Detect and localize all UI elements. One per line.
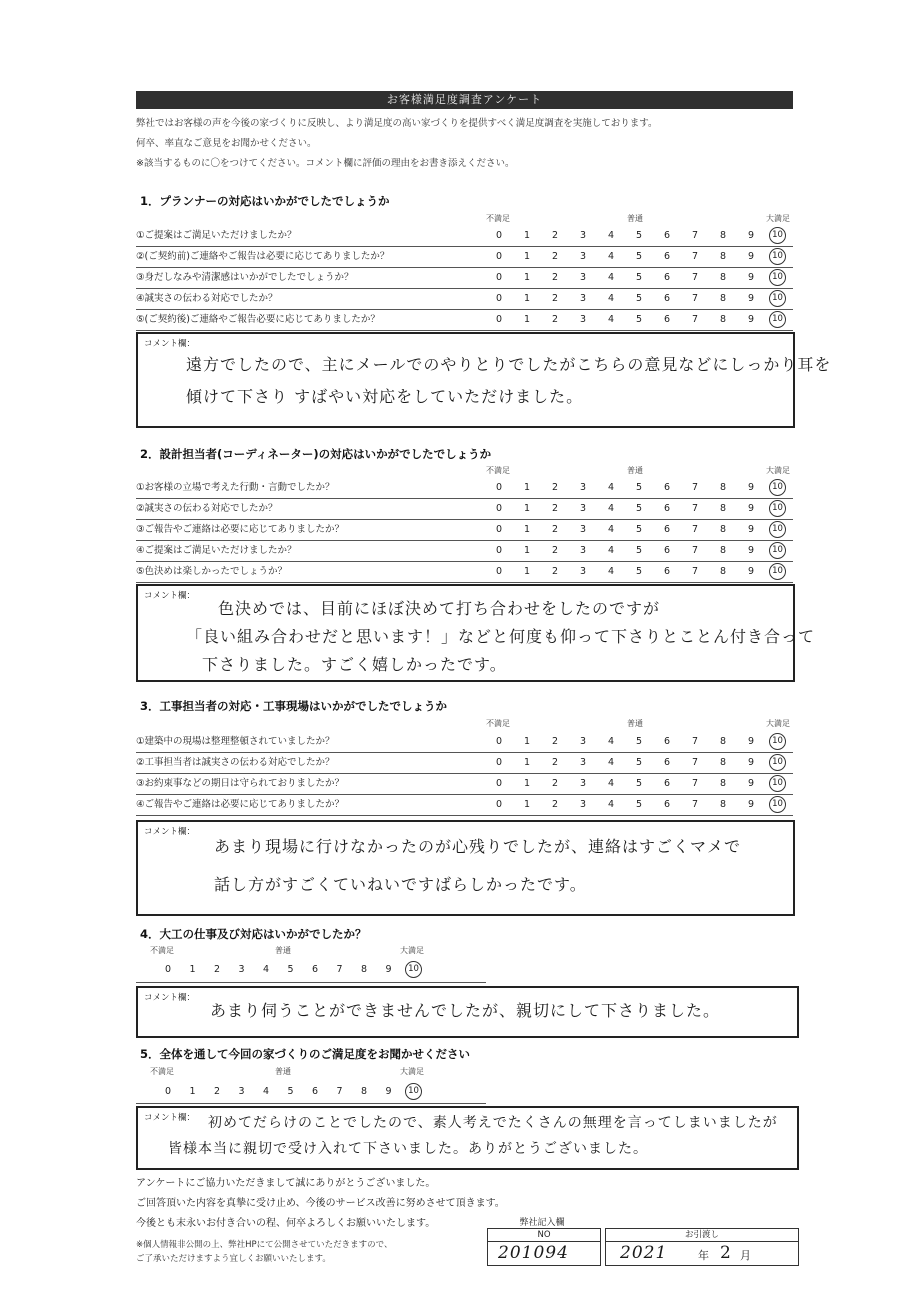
rating-option[interactable]: 2 [551, 503, 559, 514]
scale-mid-label: 普通 [627, 466, 643, 475]
rating-option[interactable]: 5 [635, 545, 643, 556]
rating-option[interactable]: 8 [719, 778, 727, 789]
scale-mid-label: 普通 [275, 946, 291, 955]
intro-line-1: 弊社ではお客様の声を今後の家づくりに反映し、より満足度の高い家づくりを提供すべく満足度調査を実施しております。 [136, 118, 658, 129]
rating-option[interactable]: 8 [719, 545, 727, 556]
rating-option[interactable]: 8 [719, 799, 727, 810]
comment-label: コメント欄： [144, 827, 196, 837]
question-text: ⑤色決めは楽しかったでしょうか？ [136, 566, 288, 577]
handover-month-value: 2 [720, 1243, 732, 1263]
question-row [136, 774, 793, 795]
rating-option[interactable]: 4 [607, 757, 615, 768]
rating-option-selected[interactable]: 10 [769, 775, 786, 792]
rating-option-selected[interactable]: 10 [769, 290, 786, 307]
office-no-cell [487, 1228, 601, 1266]
question-text: ③ご報告やご連絡は必要に応じてありましたか？ [136, 524, 345, 535]
rating-option[interactable]: 2 [551, 251, 559, 262]
scale-low-label: 不満足 [486, 719, 510, 728]
rating-option[interactable]: 1 [523, 545, 531, 556]
rating-option[interactable]: 6 [663, 757, 671, 768]
question-row [136, 562, 793, 583]
rating-option[interactable]: 5 [635, 757, 643, 768]
office-no-value: 201094 [498, 1243, 569, 1263]
rating-option[interactable]: 5 [635, 251, 643, 262]
rating-option[interactable]: 5 [287, 1086, 294, 1097]
rating-option[interactable]: 5 [635, 736, 643, 747]
rating-option[interactable]: 6 [663, 799, 671, 810]
rating-option[interactable]: 4 [607, 251, 615, 262]
rating-option[interactable]: 3 [579, 757, 587, 768]
rating-option[interactable]: 8 [719, 736, 727, 747]
section-4-rating-scale [160, 960, 440, 980]
rating-option-selected[interactable]: 10 [769, 733, 786, 750]
question-row [136, 520, 793, 541]
rating-option[interactable]: 9 [747, 524, 755, 535]
privacy-note-1: ※個人情報非公開の上、弊社HPにて公開させていただきますので、 [136, 1240, 393, 1250]
question-row [136, 226, 793, 247]
rating-option[interactable]: 8 [719, 566, 727, 577]
rating-option[interactable]: 0 [495, 482, 503, 493]
rating-option[interactable]: 2 [551, 482, 559, 493]
rating-option[interactable]: 8 [719, 293, 727, 304]
rating-option[interactable]: 7 [691, 272, 699, 283]
rating-option[interactable]: 3 [579, 272, 587, 283]
scale-low-label: 不満足 [486, 214, 510, 223]
rating-option[interactable]: 2 [551, 799, 559, 810]
office-no-label: NO [488, 1229, 600, 1242]
section-5-comment-line-1: 初めてだらけのことでしたので、素人考えでたくさんの無理を言ってしまいましたが [208, 1115, 778, 1131]
rating-option[interactable]: 9 [747, 799, 755, 810]
rating-option[interactable]: 6 [663, 503, 671, 514]
scale-mid-label: 普通 [627, 719, 643, 728]
divider [136, 982, 486, 983]
rating-option-selected[interactable]: 10 [769, 311, 786, 328]
year-unit: 年 [698, 1249, 709, 1262]
rating-option[interactable]: 0 [495, 503, 503, 514]
rating-option[interactable]: 2 [551, 778, 559, 789]
rating-option[interactable]: 7 [336, 964, 343, 975]
intro-line-2: 何卒、率直なご意見をお聞かせください。 [136, 138, 317, 149]
rating-option[interactable]: 3 [579, 778, 587, 789]
footer-closing: 今後とも末永いお付き合いの程、何卒よろしくお願いいたします。 [136, 1218, 436, 1229]
rating-option[interactable]: 1 [523, 272, 531, 283]
rating-option[interactable]: 6 [663, 566, 671, 577]
rating-option[interactable]: 3 [579, 524, 587, 535]
rating-option[interactable]: 7 [691, 757, 699, 768]
rating-option[interactable]: 1 [523, 293, 531, 304]
rating-option[interactable]: 1 [189, 1086, 196, 1097]
rating-option[interactable]: 0 [495, 251, 503, 262]
section-1-comment-box[interactable] [136, 332, 832, 428]
rating-option[interactable]: 7 [691, 293, 699, 304]
rating-option[interactable]: 6 [663, 314, 671, 325]
rating-option[interactable]: 6 [663, 293, 671, 304]
rating-option[interactable]: 0 [495, 566, 503, 577]
question-row [136, 289, 793, 310]
rating-option[interactable]: 3 [579, 799, 587, 810]
rating-option[interactable]: 6 [663, 524, 671, 535]
section-1-comment-line-2: 傾けて下さり すばやい対応をしていただけました。 [186, 387, 584, 406]
section-5-title: 5．全体を通して今回の家づくりのご満足度をお聞かせください [140, 1047, 470, 1061]
question-text: ③お約束事などの期日は守られておりましたか？ [136, 778, 345, 789]
rating-option[interactable]: 8 [719, 314, 727, 325]
rating-option[interactable]: 4 [607, 799, 615, 810]
comment-label: コメント欄： [144, 1113, 196, 1123]
rating-option[interactable]: 1 [523, 566, 531, 577]
rating-option[interactable]: 5 [635, 566, 643, 577]
rating-option[interactable]: 8 [719, 230, 727, 241]
rating-option[interactable]: 7 [691, 736, 699, 747]
question-text: ④ご報告やご連絡は必要に応じてありましたか？ [136, 799, 345, 810]
rating-option[interactable]: 5 [635, 482, 643, 493]
rating-option[interactable]: 9 [747, 545, 755, 556]
rating-option[interactable]: 5 [635, 799, 643, 810]
rating-option[interactable]: 0 [495, 736, 503, 747]
rating-option[interactable]: 2 [213, 964, 221, 975]
rating-option-selected[interactable]: 10 [769, 542, 786, 559]
scale-mid-label: 普通 [627, 214, 643, 223]
rating-option[interactable]: 2 [551, 524, 559, 535]
rating-option[interactable]: 9 [747, 503, 755, 514]
question-text: ①ご提案はご満足いただけましたか？ [136, 230, 297, 241]
rating-option[interactable]: 1 [523, 799, 531, 810]
question-text: ②(ご契約前)ご連絡やご報告は必要に応じてありましたか？ [136, 251, 390, 262]
scale-low-label: 不満足 [150, 946, 174, 955]
section-3-comment-line-2: 話し方がすごくていねいですばらしかったです。 [214, 875, 587, 894]
month-unit: 月 [740, 1249, 751, 1262]
comment-label: コメント欄： [144, 993, 196, 1003]
question-text: ①建築中の現場は整理整頓されていましたか？ [136, 736, 335, 747]
rating-option[interactable]: 9 [747, 736, 755, 747]
rating-option[interactable]: 9 [747, 293, 755, 304]
rating-option[interactable]: 7 [691, 251, 699, 262]
footer-commitment: ご回答頂いた内容を真摯に受け止め、今後のサービス改善に努めさせて頂きます。 [136, 1198, 505, 1209]
rating-option[interactable]: 4 [607, 314, 615, 325]
rating-option[interactable]: 7 [691, 482, 699, 493]
rating-option[interactable]: 7 [691, 799, 699, 810]
rating-option[interactable]: 9 [747, 230, 755, 241]
scale-high-label: 大満足 [766, 719, 790, 728]
rating-option[interactable]: 2 [551, 314, 559, 325]
question-text: ②誠実さの伝わる対応でしたか？ [136, 503, 278, 514]
rating-option-selected[interactable]: 10 [769, 796, 786, 813]
rating-option[interactable]: 3 [579, 314, 587, 325]
rating-option[interactable]: 6 [663, 482, 671, 493]
question-row [136, 478, 793, 499]
rating-option-selected[interactable]: 10 [769, 563, 786, 580]
question-text: ③身だしなみや清潔感はいかがでしたでしょうか？ [136, 272, 354, 283]
intro-line-3: ※該当するものに〇をつけてください。コメント欄に評価の理由をお書き添えください。 [136, 158, 515, 169]
question-row [136, 541, 793, 562]
section-5-rating-scale [160, 1082, 440, 1102]
rating-option[interactable]: 0 [495, 293, 503, 304]
question-text: ⑤(ご契約後)ご連絡やご報告必要に応じてありましたか？ [136, 314, 380, 325]
rating-option[interactable]: 7 [691, 566, 699, 577]
rating-option[interactable]: 0 [495, 757, 503, 768]
scale-high-label: 大満足 [766, 214, 790, 223]
rating-option[interactable]: 1 [523, 757, 531, 768]
rating-option[interactable]: 3 [579, 566, 587, 577]
rating-option[interactable]: 6 [663, 545, 671, 556]
rating-option[interactable]: 1 [523, 314, 531, 325]
rating-option-selected[interactable]: 10 [769, 754, 786, 771]
rating-option[interactable]: 0 [164, 964, 172, 975]
rating-option[interactable]: 4 [607, 545, 615, 556]
question-text: ④ご提案はご満足いただけましたか？ [136, 545, 297, 556]
rating-option[interactable]: 8 [719, 272, 727, 283]
section-4-comment-text: あまり伺うことができませんでしたが、親切にして下さりました。 [210, 1001, 721, 1020]
rating-option[interactable]: 2 [551, 736, 559, 747]
question-row [136, 310, 793, 331]
office-use-header: 弊社記入欄 [519, 1218, 565, 1228]
section-5-comment-box[interactable] [136, 1106, 799, 1170]
rating-option[interactable]: 3 [579, 230, 587, 241]
rating-option[interactable]: 8 [719, 524, 727, 535]
rating-option[interactable]: 4 [262, 964, 270, 975]
rating-option[interactable]: 4 [607, 272, 615, 283]
rating-option[interactable]: 1 [523, 736, 531, 747]
rating-option[interactable]: 5 [635, 314, 643, 325]
rating-option[interactable]: 7 [691, 545, 699, 556]
rating-option[interactable]: 0 [495, 778, 503, 789]
divider [136, 1103, 486, 1104]
question-text: ①お客様の立場で考えた行動・言動でしたか？ [136, 482, 335, 493]
section-4-comment-box[interactable] [136, 986, 799, 1038]
rating-option[interactable]: 5 [635, 272, 643, 283]
rating-option-selected[interactable]: 10 [405, 1083, 422, 1100]
rating-option[interactable]: 1 [523, 230, 531, 241]
rating-option[interactable]: 4 [262, 1086, 270, 1097]
rating-option[interactable]: 8 [719, 503, 727, 514]
rating-option[interactable]: 6 [663, 230, 671, 241]
rating-option[interactable]: 4 [607, 524, 615, 535]
question-text: ②工事担当者は誠実さの伝わる対応でしたか？ [136, 757, 335, 768]
rating-option[interactable]: 0 [495, 272, 503, 283]
rating-option[interactable]: 1 [523, 482, 531, 493]
scale-low-label: 不満足 [486, 466, 510, 475]
rating-option[interactable]: 3 [238, 1086, 245, 1097]
question-row [136, 268, 793, 289]
rating-option[interactable]: 8 [719, 482, 727, 493]
rating-option[interactable]: 5 [635, 503, 643, 514]
rating-option[interactable]: 3 [579, 736, 587, 747]
rating-option-selected[interactable]: 10 [769, 521, 786, 538]
section-2-comment-line-3: 下さりました。すごく嬉しかったです。 [202, 655, 507, 674]
rating-option[interactable]: 8 [719, 757, 727, 768]
rating-option[interactable]: 4 [607, 230, 615, 241]
section-2-title: 2．設計担当者(コーディネーター)の対応はいかがでしたでしょうか [140, 447, 492, 461]
section-3-comment-line-1: あまり現場に行けなかったのが心残りでしたが、連絡はすごくマメで [214, 837, 742, 856]
rating-option[interactable]: 9 [747, 566, 755, 577]
rating-option[interactable]: 5 [635, 293, 643, 304]
rating-option[interactable]: 0 [495, 314, 503, 325]
rating-option[interactable]: 3 [579, 545, 587, 556]
rating-option[interactable]: 1 [523, 503, 531, 514]
rating-option-selected[interactable]: 10 [769, 500, 786, 517]
question-row [136, 732, 793, 753]
rating-option[interactable]: 7 [691, 778, 699, 789]
scale-high-label: 大満足 [400, 1067, 424, 1076]
rating-option[interactable]: 6 [663, 736, 671, 747]
rating-option[interactable]: 4 [607, 293, 615, 304]
rating-option[interactable]: 5 [635, 524, 643, 535]
rating-option[interactable]: 3 [579, 251, 587, 262]
rating-option-selected[interactable]: 10 [769, 227, 786, 244]
office-handover-cell [605, 1228, 799, 1266]
scale-high-label: 大満足 [400, 946, 424, 955]
rating-option[interactable]: 2 [551, 293, 559, 304]
rating-option[interactable]: 1 [189, 964, 196, 975]
rating-option[interactable]: 2 [551, 545, 559, 556]
rating-option[interactable]: 1 [523, 524, 531, 535]
rating-option[interactable]: 0 [495, 524, 503, 535]
rating-option[interactable]: 7 [691, 230, 699, 241]
footer-thanks: アンケートにご協力いただきまして誠にありがとうございました。 [136, 1178, 436, 1189]
section-1-comment-line-1: 遠方でしたので、主にメールでのやりとりでしたがこちらの意見などにしっかり耳を [186, 355, 832, 374]
comment-label: コメント欄： [144, 339, 196, 349]
rating-option[interactable]: 6 [663, 272, 671, 283]
rating-option[interactable]: 6 [311, 1086, 319, 1097]
rating-option[interactable]: 3 [579, 482, 587, 493]
rating-option[interactable]: 9 [385, 1086, 392, 1097]
survey-title: お客様満足度調査アンケート [136, 91, 793, 109]
rating-option[interactable]: 0 [164, 1086, 172, 1097]
question-row [136, 499, 793, 520]
rating-option[interactable]: 9 [747, 482, 755, 493]
rating-option[interactable]: 2 [551, 566, 559, 577]
scale-high-label: 大満足 [766, 466, 790, 475]
rating-option[interactable]: 3 [579, 293, 587, 304]
privacy-note-2: ご了承いただけますよう宜しくお願いいたします。 [136, 1254, 331, 1264]
rating-option[interactable]: 9 [747, 757, 755, 768]
section-3-title: 3．工事担当者の対応・工事現場はいかがでしたでしょうか [140, 699, 447, 713]
rating-option[interactable]: 2 [551, 230, 559, 241]
rating-option[interactable]: 6 [663, 778, 671, 789]
rating-option[interactable]: 5 [635, 778, 643, 789]
rating-option[interactable]: 9 [385, 964, 392, 975]
rating-option[interactable]: 2 [213, 1086, 221, 1097]
rating-option[interactable]: 7 [691, 503, 699, 514]
rating-option[interactable]: 4 [607, 503, 615, 514]
rating-option[interactable]: 0 [495, 545, 503, 556]
rating-option-selected[interactable]: 10 [769, 248, 786, 265]
rating-option[interactable]: 2 [551, 757, 559, 768]
rating-option[interactable]: 9 [747, 251, 755, 262]
question-row [136, 247, 793, 268]
section-2-comment-line-2: 「良い組み合わせだと思います！」などと何度も仰って下さりとことん付き合って [186, 627, 816, 646]
office-handover-label: お引渡し [606, 1229, 798, 1242]
rating-option[interactable]: 0 [495, 230, 503, 241]
rating-option[interactable]: 5 [635, 230, 643, 241]
section-2-comment-box[interactable] [136, 584, 816, 682]
rating-option[interactable]: 4 [607, 482, 615, 493]
question-text: ④誠実さの伝わる対応でしたか？ [136, 293, 278, 304]
rating-option-selected[interactable]: 10 [769, 479, 786, 496]
rating-option[interactable]: 4 [607, 566, 615, 577]
rating-option[interactable]: 8 [360, 964, 368, 975]
rating-option[interactable]: 5 [287, 964, 294, 975]
rating-option[interactable]: 9 [747, 778, 755, 789]
rating-option[interactable]: 3 [238, 964, 245, 975]
rating-option[interactable]: 8 [360, 1086, 368, 1097]
section-3-comment-box[interactable] [136, 820, 795, 916]
rating-option[interactable]: 4 [607, 736, 615, 747]
rating-option[interactable]: 8 [719, 251, 727, 262]
rating-option[interactable]: 1 [523, 251, 531, 262]
rating-option[interactable]: 3 [579, 503, 587, 514]
question-row [136, 795, 793, 816]
rating-option[interactable]: 9 [747, 314, 755, 325]
question-row [136, 753, 793, 774]
rating-option[interactable]: 7 [691, 314, 699, 325]
section-4-title: 4．大工の仕事及び対応はいかがでしたか？ [140, 927, 367, 941]
handover-year-value: 2021 [620, 1243, 668, 1263]
rating-option[interactable]: 7 [691, 524, 699, 535]
rating-option[interactable]: 6 [663, 251, 671, 262]
rating-option[interactable]: 1 [523, 778, 531, 789]
rating-option[interactable]: 6 [311, 964, 319, 975]
section-2-comment-line-1: 色決めでは、目前にほぼ決めて打ち合わせをしたのですが [218, 599, 661, 618]
section-5-comment-line-2: 皆様本当に親切で受け入れて下さいました。ありがとうございました。 [168, 1141, 648, 1157]
rating-option[interactable]: 7 [336, 1086, 343, 1097]
scale-mid-label: 普通 [275, 1067, 291, 1076]
rating-option[interactable]: 0 [495, 799, 503, 810]
rating-option[interactable]: 9 [747, 272, 755, 283]
rating-option[interactable]: 2 [551, 272, 559, 283]
scale-low-label: 不満足 [150, 1067, 174, 1076]
rating-option-selected[interactable]: 10 [405, 961, 422, 978]
rating-option-selected[interactable]: 10 [769, 269, 786, 286]
rating-option[interactable]: 4 [607, 778, 615, 789]
comment-label: コメント欄： [144, 591, 196, 601]
section-1-title: 1．プランナーの対応はいかがでしたでしょうか [140, 194, 390, 208]
